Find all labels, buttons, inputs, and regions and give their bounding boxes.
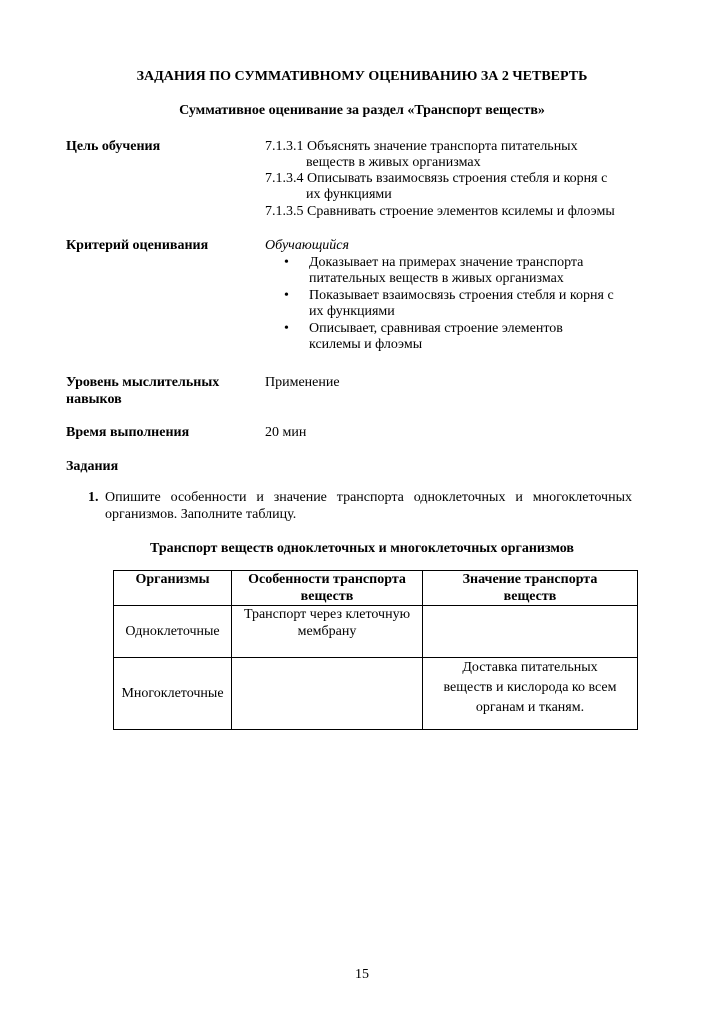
document-title: ЗАДАНИЯ ПО СУММАТИВНОМУ ОЦЕНИВАНИЮ ЗА 2 ЧЕТВЕРТЬ [136, 69, 588, 84]
table-row [114, 658, 638, 730]
task-number: 1. [88, 490, 99, 505]
transport-table [113, 570, 638, 730]
bullet-icon: • [284, 255, 289, 270]
criteria-item: Доказывает на примерах значение транспорта [309, 255, 584, 270]
thinking-level-label: Уровень мыслительных [66, 375, 220, 390]
criteria-item: Показывает взаимосвязь строения стебля и корня с [309, 288, 614, 303]
criteria-label: Критерий оценивания [66, 238, 209, 253]
page-number: 15 [355, 967, 369, 982]
section-subtitle: Суммативное оценивание за раздел «Транспорт веществ» [179, 103, 545, 118]
thinking-level-value: Применение [265, 375, 340, 390]
criteria-item-cont: их функциями [309, 304, 395, 319]
task-text-cont: организмов. Заполните таблицу. [105, 507, 297, 522]
table-title: Транспорт веществ одноклеточных и многоклеточных организмов [150, 541, 574, 556]
learning-goal-item-cont: веществ в живых организмах [306, 155, 481, 170]
criteria-item-cont: ксилемы и флоэмы [309, 337, 423, 352]
learning-goal-item: 7.1.3.4 Описывать взаимосвязь строения стебля и корня с [265, 171, 608, 186]
learning-goal-label: Цель обучения [66, 139, 161, 154]
table-header-row [114, 571, 638, 606]
learning-goal-item: 7.1.3.1 Объяснять значение транспорта питательных [265, 139, 578, 154]
table-cell [232, 658, 423, 730]
criteria-item-cont: питательных веществ в живых организмах [309, 271, 564, 286]
task-text: Опишите особенности и значение транспорта одноклеточных и многоклеточных [105, 490, 632, 505]
table-cell: Одноклеточные [114, 606, 232, 658]
table-cell: Многоклеточные [114, 658, 232, 730]
table-row [114, 606, 638, 658]
bullet-icon: • [284, 321, 289, 336]
time-value: 20 мин [265, 425, 307, 440]
bullet-icon: • [284, 288, 289, 303]
column-header: Организмы [114, 571, 232, 606]
time-label: Время выполнения [66, 425, 190, 440]
column-header: Значение транспорта веществ [423, 571, 638, 606]
thinking-level-label-cont: навыков [66, 392, 122, 407]
table-cell: Транспорт через клеточную мембрану [232, 606, 423, 658]
column-header: Особенности транспорта веществ [232, 571, 423, 606]
criteria-intro: Обучающийся [265, 238, 350, 253]
criteria-item: Описывает, сравнивая строение элементов [309, 321, 563, 336]
tasks-heading: Задания [66, 459, 119, 474]
table-cell [423, 606, 638, 658]
table-cell: Доставка питательных веществ и кислорода ко всем органам и тканям. [423, 658, 638, 730]
learning-goal-item-cont: их функциями [306, 187, 392, 202]
learning-goal-item: 7.1.3.5 Сравнивать строение элементов ксилемы и флоэмы [265, 204, 615, 219]
